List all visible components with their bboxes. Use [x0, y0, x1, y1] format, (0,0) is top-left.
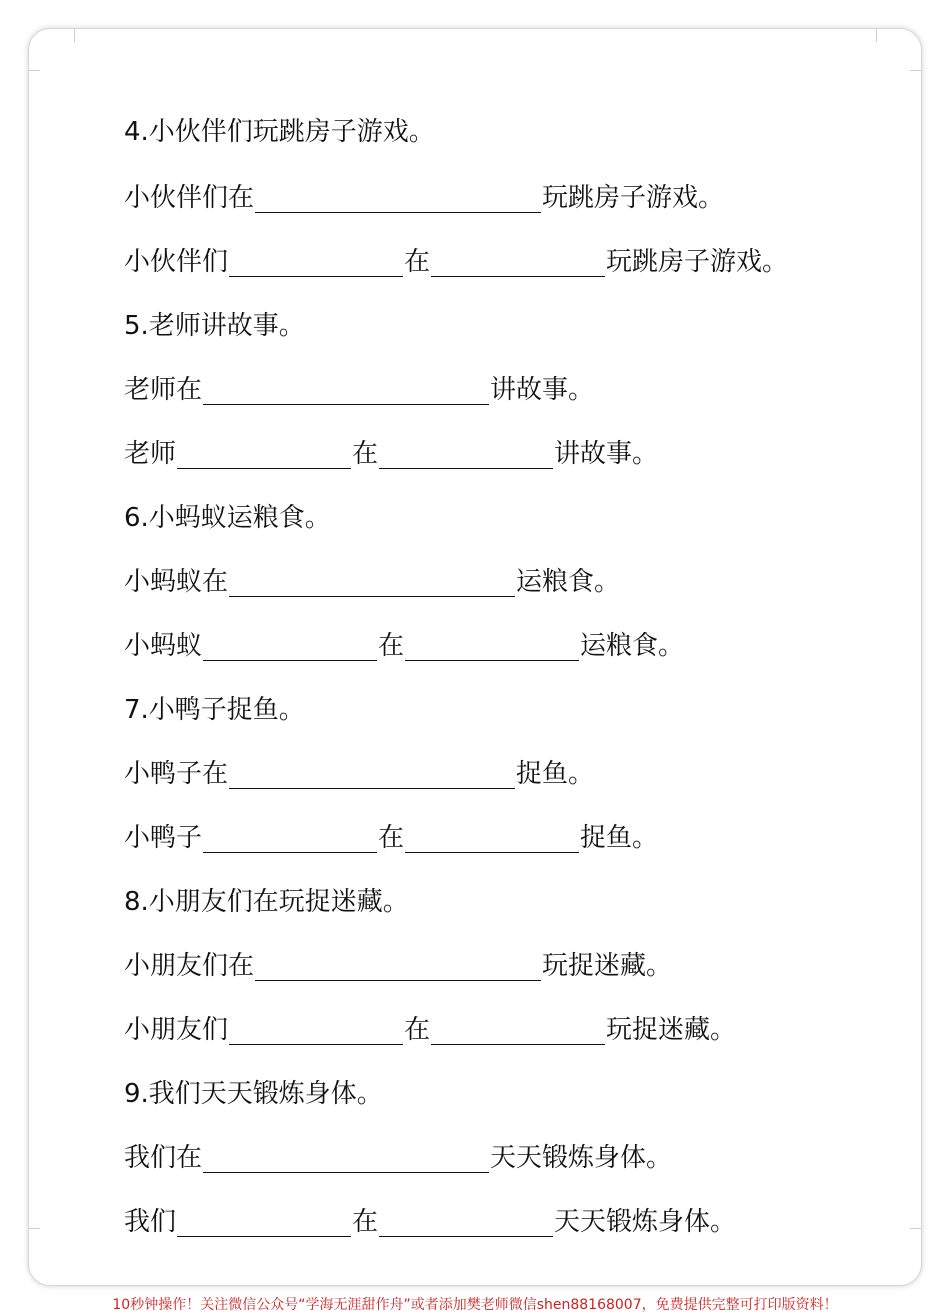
line-text: 玩捉迷藏。 [606, 1015, 737, 1045]
line-text: 老师在 [124, 375, 203, 405]
crop-mark-right-top [910, 70, 922, 71]
line-text: 在 [352, 439, 379, 469]
line-text: 小鸭子在 [124, 759, 229, 789]
answer-blank[interactable] [379, 1208, 553, 1237]
crop-mark-left-bottom [28, 1228, 40, 1229]
crop-mark-right-bottom [910, 1228, 922, 1229]
exercise-7-title: 7.小鸭子捉鱼。 [124, 695, 305, 725]
line-text: 小伙伴们在 [124, 183, 255, 213]
exercise-9-line-1 [124, 1138, 672, 1178]
exercise-7-line-2 [124, 818, 658, 858]
answer-blank[interactable] [229, 248, 403, 277]
answer-blank[interactable] [203, 376, 489, 405]
line-text: 小鸭子 [124, 823, 203, 853]
answer-blank[interactable] [229, 568, 515, 597]
line-text: 我们在 [124, 1143, 203, 1173]
footer-promo-text: 10秒钟操作！关注微信公众号“学海无涯甜作舟”或者添加樊老师微信shen88168007，免费提供完整可打印版资料！ [112, 1297, 838, 1313]
exercise-4-title: 4.小伙伴们玩跳房子游戏。 [124, 117, 435, 147]
crop-mark-left-top [28, 70, 40, 71]
line-text: 小朋友们在 [124, 951, 255, 981]
line-text: 运粮食。 [516, 567, 621, 597]
crop-mark-top-right [876, 28, 877, 42]
line-text: 我们 [124, 1207, 177, 1237]
line-text: 小朋友们 [124, 1015, 229, 1045]
line-text: 在 [404, 247, 431, 277]
line-text: 讲故事。 [554, 439, 659, 469]
line-text: 天天锻炼身体。 [490, 1143, 673, 1173]
answer-blank[interactable] [431, 248, 605, 277]
exercise-6-line-1 [124, 562, 620, 602]
answer-blank[interactable] [405, 824, 579, 853]
line-text: 老师 [124, 439, 177, 469]
answer-blank[interactable] [431, 1016, 605, 1045]
exercise-6-line-2 [124, 626, 684, 666]
exercise-9-line-2 [124, 1202, 736, 1242]
exercise-8-line-2 [124, 1010, 736, 1050]
line-text: 小蚂蚁在 [124, 567, 229, 597]
line-text: 捉鱼。 [580, 823, 659, 853]
answer-blank[interactable] [203, 824, 377, 853]
line-text: 小蚂蚁 [124, 631, 203, 661]
answer-blank[interactable] [255, 184, 541, 213]
exercise-4-line-2 [124, 242, 788, 282]
line-text: 捉鱼。 [516, 759, 595, 789]
line-text: 讲故事。 [490, 375, 595, 405]
exercise-5-line-1 [124, 370, 594, 410]
exercise-4-line-1 [124, 178, 724, 218]
line-text: 在 [378, 631, 405, 661]
exercise-8-line-1 [124, 946, 672, 986]
answer-blank[interactable] [229, 1016, 403, 1045]
line-text: 在 [378, 823, 405, 853]
line-text: 玩跳房子游戏。 [606, 247, 789, 277]
line-text: 运粮食。 [580, 631, 685, 661]
exercise-8-title: 8.小朋友们在玩捉迷藏。 [124, 887, 409, 917]
line-text: 玩跳房子游戏。 [542, 183, 725, 213]
answer-blank[interactable] [177, 1208, 351, 1237]
crop-mark-top-left [74, 28, 75, 42]
exercise-6-title: 6.小蚂蚁运粮食。 [124, 503, 331, 533]
exercise-5-line-2 [124, 434, 658, 474]
line-text: 天天锻炼身体。 [554, 1207, 737, 1237]
answer-blank[interactable] [177, 440, 351, 469]
exercise-5-title: 5.老师讲故事。 [124, 311, 305, 341]
line-text: 玩捉迷藏。 [542, 951, 673, 981]
answer-blank[interactable] [255, 952, 541, 981]
line-text: 小伙伴们 [124, 247, 229, 277]
answer-blank[interactable] [203, 632, 377, 661]
line-text: 在 [352, 1207, 379, 1237]
exercise-7-line-1 [124, 754, 594, 794]
answer-blank[interactable] [229, 760, 515, 789]
exercise-9-title: 9.我们天天锻炼身体。 [124, 1079, 383, 1109]
answer-blank[interactable] [203, 1144, 489, 1173]
answer-blank[interactable] [405, 632, 579, 661]
line-text: 在 [404, 1015, 431, 1045]
answer-blank[interactable] [379, 440, 553, 469]
